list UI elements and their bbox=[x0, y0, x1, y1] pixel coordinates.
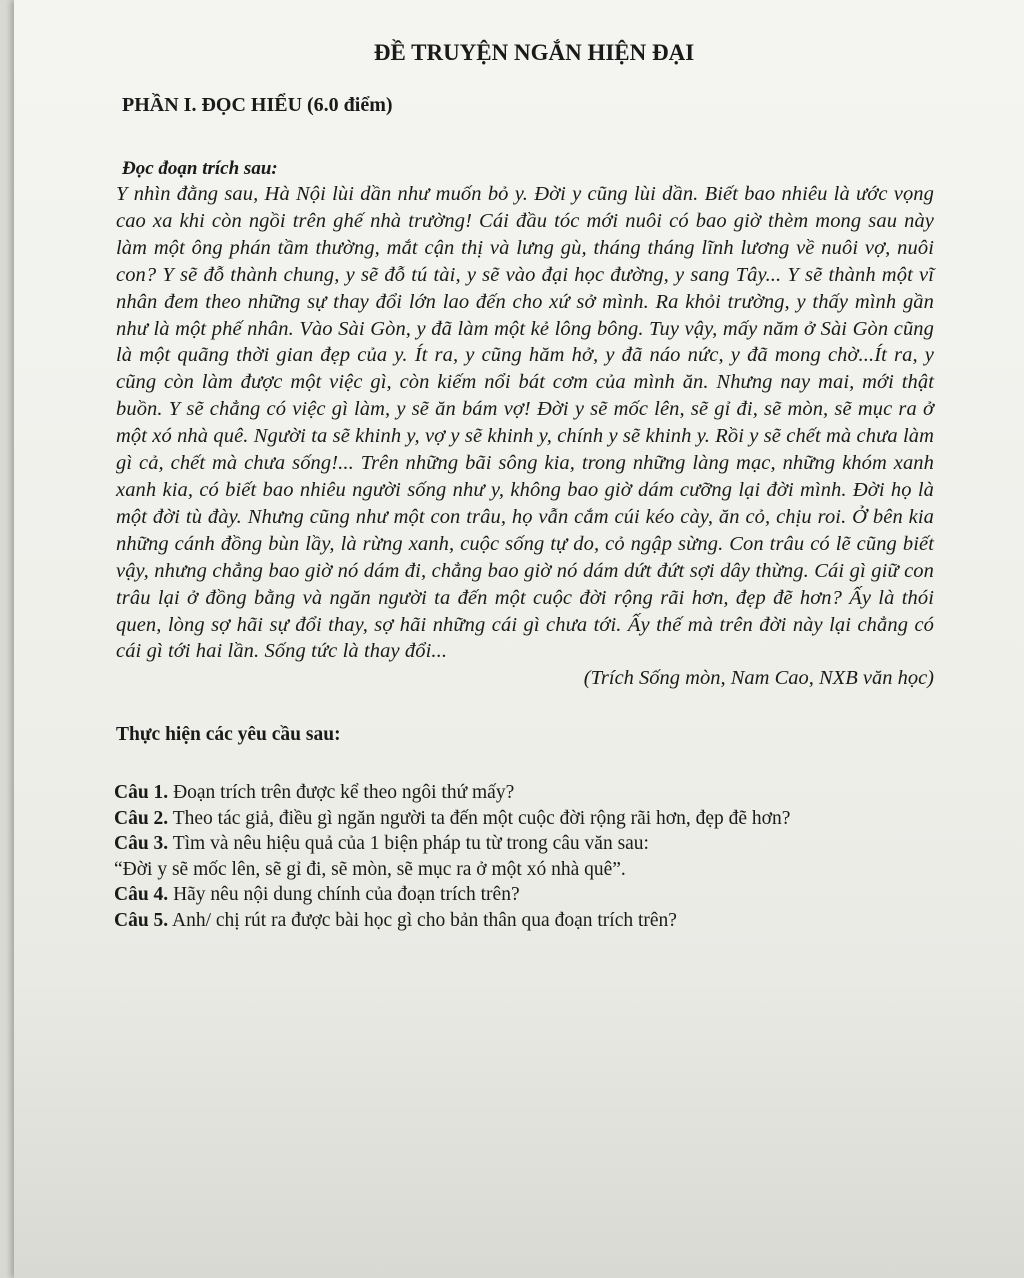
photo-shadow bbox=[14, 980, 1024, 1278]
document-content bbox=[104, 40, 934, 933]
paper-sheet bbox=[14, 0, 1024, 1278]
question-item bbox=[114, 908, 934, 934]
question-item bbox=[114, 882, 934, 908]
passage-heading: Đọc đoạn trích sau: bbox=[122, 158, 278, 179]
section-heading: PHẦN I. ĐỌC HIỂU (6.0 điểm) bbox=[122, 94, 393, 116]
requirements-heading: Thực hiện các yêu cầu sau: bbox=[116, 724, 341, 746]
document-title: ĐỀ TRUYỆN NGẮN HIỆN ĐẠI bbox=[373, 40, 695, 65]
question-label: Câu 1. bbox=[114, 782, 169, 804]
question-label: Câu 4. bbox=[114, 884, 169, 906]
question-label: Câu 5. bbox=[114, 909, 169, 931]
question-text: Hãy nêu nội dung chính của đoạn trích trên? bbox=[168, 884, 520, 906]
question-text: Đoạn trích trên được kể theo ngôi thứ mấy? bbox=[168, 782, 515, 804]
question-text: Theo tác giả, điều gì ngăn người ta đến một cuộc đời rộng rãi hơn, đẹp đẽ hơn? bbox=[168, 807, 791, 829]
passage-text: Y nhìn đằng sau, Hà Nội lùi dần như muốn bỏ y. Đời y cũng lùi dần. Biết bao nhiêu là ước vọng cao xa khi còn ngồi trên ghế nhà trường! Cái đầu tóc mới nuôi có bao giờ thèm mong sau này làm một ông phán tầm thường, mắt cận thị và lưng gù, tháng tháng lĩnh lương về nuôi vợ, nuôi con? Y sẽ đỗ thành chung, y sẽ đỗ tú tài, y sẽ vào đại học đường, y sang Tây... Y sẽ thành một vĩ nhân đem theo những sự thay đổi lớn lao đến cho xứ sở mình. Ra khỏi trường, y thấy mình gần như là một phế nhân. Vào Sài Gòn, y đã làm một kẻ lông bông. Tuy vậy, mấy năm ở Sài Gòn cũng là một quãng thời gian đẹp của y. Ít ra, y cũng hăm hở, y đã náo nức, y đã mong chờ...Ít ra, y cũng còn làm được một việc gì, còn kiếm nổi bát cơm của mình ăn. Nhưng nay mai, mới thật buồn. Y sẽ chẳng có việc gì làm, y sẽ ăn bám vợ! Đời y sẽ mốc lên, sẽ gỉ đi, sẽ mòn, sẽ mục ra ở một xó nhà quê. Người ta sẽ khinh y, vợ y sẽ khinh y, chính y sẽ khinh y. Rồi y sẽ chết mà chưa làm gì cả, chết mà chưa sống!... Trên những bãi sông kia, trong những làng mạc, những khóm xanh xanh kia, có biết bao nhiêu người sống như y, không bao giờ dám cưỡng lại đời mình. Đời họ là một đời tù đày. Nhưng cũng như một con trâu, họ vẫn cắm cúi kéo cày, ăn cỏ, chịu roi. Ở bên kia những cánh đồng bùn lầy, là rừng xanh, cuộc sống tự do, cỏ ngập sừng. Con trâu có lẽ cũng biết vậy, nhưng chẳng bao giờ nó dám đi, chẳng bao giờ nó dám dứt đứt sợi dây thừng. Cái gì giữ con trâu lại ở đồng bằng và ngăn người ta đến một cuộc đời rộng rãi hơn, đẹp đẽ hơn? Ấy là thói quen, lòng sợ hãi sự đổi thay, sợ hãi những cái gì chưa tới. Ấy thế mà trên đời này lại chẳng có cái gì tới hai lần. Sống tức là thay đổi... bbox=[116, 183, 934, 663]
question-label: Câu 2. bbox=[114, 807, 169, 829]
question-item bbox=[114, 806, 934, 832]
question-text: “Đời y sẽ mốc lên, sẽ gỉ đi, sẽ mòn, sẽ mục ra ở một xó nhà quê”. bbox=[114, 858, 626, 880]
question-text: Tìm và nêu hiệu quả của 1 biện pháp tu từ trong câu văn sau: bbox=[168, 833, 649, 855]
question-label: Câu 3. bbox=[114, 833, 169, 855]
question-list bbox=[114, 780, 934, 933]
question-text: Anh/ chị rút ra được bài học gì cho bản thân qua đoạn trích trên? bbox=[168, 909, 677, 931]
question-quote bbox=[114, 857, 934, 883]
question-item bbox=[114, 831, 934, 857]
question-item bbox=[114, 780, 934, 806]
passage-source: (Trích Sống mòn, Nam Cao, NXB văn học) bbox=[583, 667, 934, 690]
